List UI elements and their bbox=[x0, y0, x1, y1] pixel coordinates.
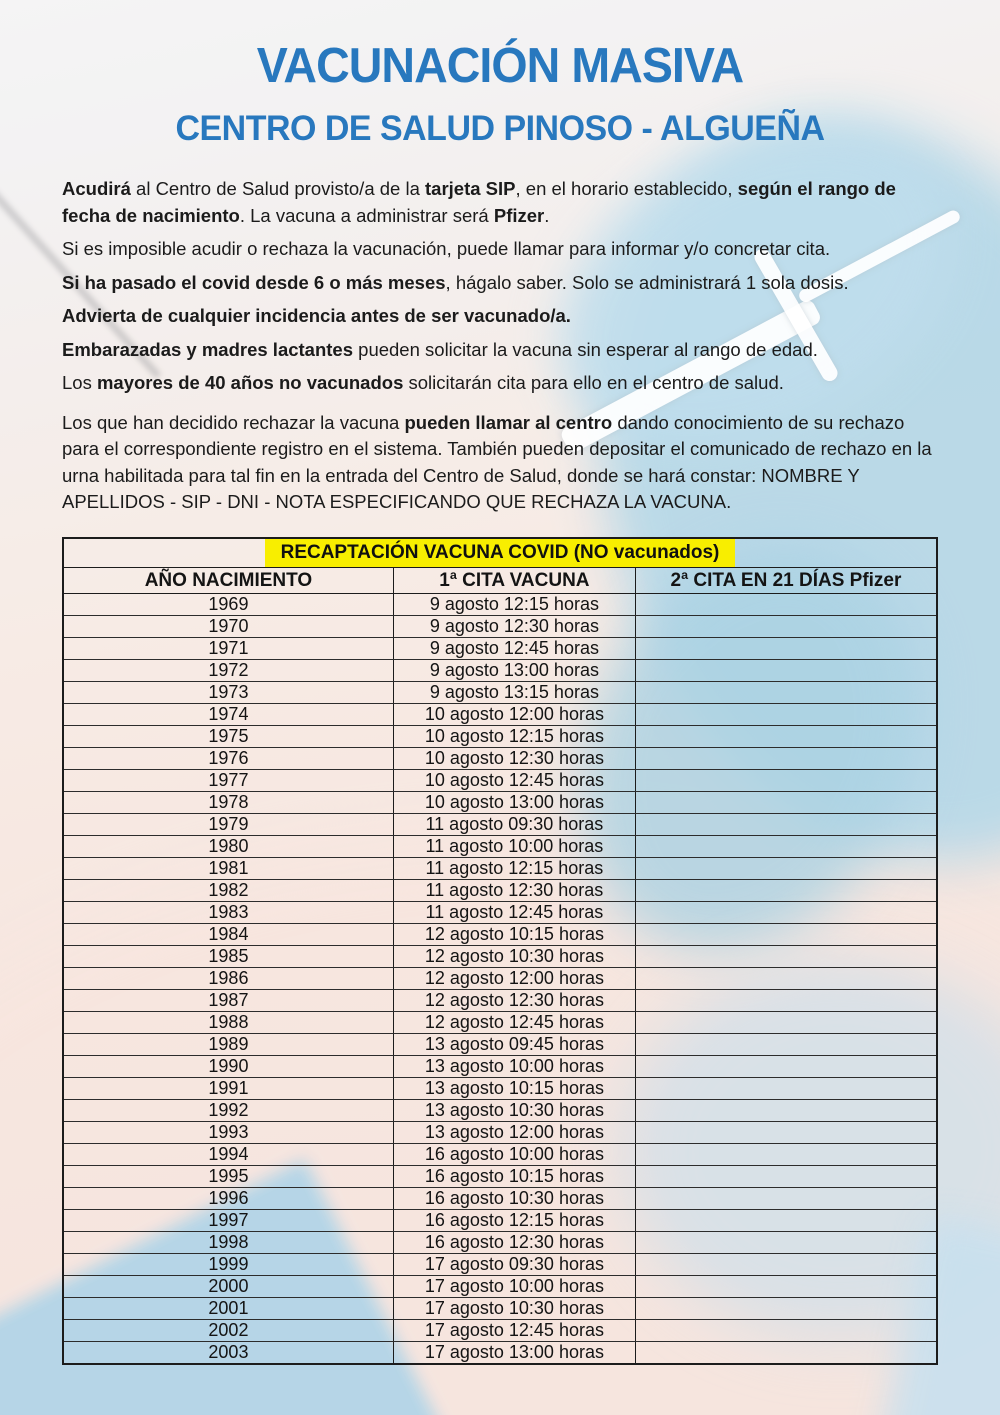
table-row bbox=[63, 1078, 937, 1100]
year-cell: 1982 bbox=[63, 880, 393, 902]
first-appointment-cell: 17 agosto 10:30 horas bbox=[393, 1298, 635, 1320]
second-appointment-cell bbox=[635, 1122, 937, 1144]
paragraph-bold-text: Advierta de cualquier incidencia antes de ser vacunado/a. bbox=[62, 305, 571, 326]
first-appointment-cell: 11 agosto 10:00 horas bbox=[393, 836, 635, 858]
year-cell: 1987 bbox=[63, 990, 393, 1012]
year-cell: 1992 bbox=[63, 1100, 393, 1122]
table-row bbox=[63, 792, 937, 814]
table-row bbox=[63, 682, 937, 704]
year-cell: 1985 bbox=[63, 946, 393, 968]
first-appointment-cell: 12 agosto 12:30 horas bbox=[393, 990, 635, 1012]
table-row bbox=[63, 770, 937, 792]
column-header-1: 1ª CITA VACUNA bbox=[393, 568, 635, 594]
second-appointment-cell bbox=[635, 1254, 937, 1276]
first-appointment-cell: 13 agosto 10:00 horas bbox=[393, 1056, 635, 1078]
year-cell: 2003 bbox=[63, 1342, 393, 1365]
second-appointment-cell bbox=[635, 836, 937, 858]
paragraph-bold-text: según el rango de fecha de nacimiento bbox=[62, 178, 896, 226]
paragraph bbox=[62, 270, 938, 297]
year-cell: 1972 bbox=[63, 660, 393, 682]
second-appointment-cell bbox=[635, 1210, 937, 1232]
year-cell: 1971 bbox=[63, 638, 393, 660]
table-body bbox=[63, 594, 937, 1365]
first-appointment-cell: 12 agosto 12:45 horas bbox=[393, 1012, 635, 1034]
table-row bbox=[63, 726, 937, 748]
second-appointment-cell bbox=[635, 1034, 937, 1056]
first-appointment-cell: 17 agosto 10:00 horas bbox=[393, 1276, 635, 1298]
table-row bbox=[63, 704, 937, 726]
year-cell: 1970 bbox=[63, 616, 393, 638]
first-appointment-cell: 12 agosto 10:30 horas bbox=[393, 946, 635, 968]
table-row bbox=[63, 1056, 937, 1078]
year-cell: 1998 bbox=[63, 1232, 393, 1254]
year-cell: 1988 bbox=[63, 1012, 393, 1034]
year-cell: 1969 bbox=[63, 594, 393, 616]
year-cell: 2001 bbox=[63, 1298, 393, 1320]
paragraph bbox=[62, 370, 938, 397]
first-appointment-cell: 10 agosto 12:30 horas bbox=[393, 748, 635, 770]
first-appointment-cell: 13 agosto 10:30 horas bbox=[393, 1100, 635, 1122]
first-appointment-cell: 11 agosto 12:15 horas bbox=[393, 858, 635, 880]
second-appointment-cell bbox=[635, 880, 937, 902]
paragraph-text: dando conocimiento de su rechazo para el correspondiente registro en el sistema. También pueden depositar el comunicado de rechazo en la urna habilitada para tal fin en la entrada del Centro de Salud, donde se hará constar: NOMBRE Y APELLIDOS - SIP - DNI - NOTA ESPECIFICANDO QUE RECHAZA LA VACUNA. bbox=[62, 411, 932, 512]
paragraph-text: pueden solicitar la vacuna sin esperar al rango de edad. bbox=[353, 338, 818, 360]
table-row bbox=[63, 1342, 937, 1365]
page-title: VACUNACIÓN MASIVA bbox=[256, 39, 744, 93]
first-appointment-cell: 9 agosto 12:45 horas bbox=[393, 638, 635, 660]
paragraph-bold-text: Si ha pasado el covid desde 6 o más meses bbox=[62, 271, 446, 293]
table-row bbox=[63, 902, 937, 924]
paragraph-text: Si es imposible acudir o rechaza la vacunación, puede llamar para informar y/o concretar cita. bbox=[62, 238, 831, 259]
table-row bbox=[63, 638, 937, 660]
paragraph-bold-text: Acudirá bbox=[62, 178, 131, 199]
first-appointment-cell: 16 agosto 12:30 horas bbox=[393, 1232, 635, 1254]
year-cell: 1984 bbox=[63, 924, 393, 946]
year-cell: 2000 bbox=[63, 1276, 393, 1298]
year-cell: 1990 bbox=[63, 1056, 393, 1078]
year-cell: 1989 bbox=[63, 1034, 393, 1056]
table-header-row bbox=[63, 568, 937, 594]
second-appointment-cell bbox=[635, 1144, 937, 1166]
paragraph-bold-text: tarjeta SIP bbox=[425, 178, 516, 199]
first-appointment-cell: 10 agosto 12:45 horas bbox=[393, 770, 635, 792]
second-appointment-cell bbox=[635, 1012, 937, 1034]
second-appointment-cell bbox=[635, 1056, 937, 1078]
second-appointment-cell bbox=[635, 990, 937, 1012]
second-appointment-cell bbox=[635, 1342, 937, 1365]
year-cell: 1980 bbox=[63, 836, 393, 858]
year-cell: 1979 bbox=[63, 814, 393, 836]
second-appointment-cell bbox=[635, 814, 937, 836]
table-row bbox=[63, 924, 937, 946]
second-appointment-cell bbox=[635, 770, 937, 792]
second-appointment-cell bbox=[635, 792, 937, 814]
first-appointment-cell: 16 agosto 12:15 horas bbox=[393, 1210, 635, 1232]
table-row bbox=[63, 836, 937, 858]
paragraph-text: Los bbox=[62, 372, 97, 393]
first-appointment-cell: 13 agosto 10:15 horas bbox=[393, 1078, 635, 1100]
table-row bbox=[63, 1320, 937, 1342]
second-appointment-cell bbox=[635, 726, 937, 748]
column-header-2: 2ª CITA EN 21 DÍAS Pfizer bbox=[635, 568, 937, 594]
second-appointment-cell bbox=[635, 1276, 937, 1298]
year-cell: 1975 bbox=[63, 726, 393, 748]
page-subtitle: CENTRO DE SALUD PINOSO - ALGUEÑA bbox=[175, 109, 825, 148]
second-appointment-cell bbox=[635, 616, 937, 638]
year-cell: 1977 bbox=[63, 770, 393, 792]
table-row bbox=[63, 858, 937, 880]
table-row bbox=[63, 1232, 937, 1254]
table-title-cell bbox=[63, 538, 937, 568]
first-appointment-cell: 17 agosto 13:00 horas bbox=[393, 1342, 635, 1365]
year-cell: 1983 bbox=[63, 902, 393, 924]
second-appointment-cell bbox=[635, 1298, 937, 1320]
paragraph-bold-text: Embarazadas y madres lactantes bbox=[62, 338, 354, 360]
year-cell: 1999 bbox=[63, 1254, 393, 1276]
year-cell: 1981 bbox=[63, 858, 393, 880]
first-appointment-cell: 9 agosto 13:15 horas bbox=[393, 682, 635, 704]
table-row bbox=[63, 748, 937, 770]
table-row bbox=[63, 1276, 937, 1298]
paragraph bbox=[62, 410, 938, 516]
table-row bbox=[63, 946, 937, 968]
paragraph bbox=[62, 236, 938, 263]
table-row bbox=[63, 660, 937, 682]
paragraph bbox=[62, 176, 938, 229]
table-title-highlight: RECAPTACIÓN VACUNA COVID (NO vacunados) bbox=[265, 539, 736, 567]
year-cell: 1994 bbox=[63, 1144, 393, 1166]
second-appointment-cell bbox=[635, 594, 937, 616]
table-row bbox=[63, 1298, 937, 1320]
second-appointment-cell bbox=[635, 660, 937, 682]
second-appointment-cell bbox=[635, 858, 937, 880]
paragraph bbox=[62, 337, 938, 364]
year-cell: 1991 bbox=[63, 1078, 393, 1100]
table-row bbox=[63, 1034, 937, 1056]
column-header-0: AÑO NACIMIENTO bbox=[63, 568, 393, 594]
intro-paragraphs bbox=[62, 176, 938, 516]
table-row bbox=[63, 1012, 937, 1034]
table-row bbox=[63, 1188, 937, 1210]
paragraph-text: , en el horario establecido, bbox=[515, 178, 738, 199]
first-appointment-cell: 10 agosto 12:15 horas bbox=[393, 726, 635, 748]
paragraph bbox=[62, 303, 938, 330]
first-appointment-cell: 16 agosto 10:30 horas bbox=[393, 1188, 635, 1210]
table-row bbox=[63, 990, 937, 1012]
second-appointment-cell bbox=[635, 1078, 937, 1100]
year-cell: 1993 bbox=[63, 1122, 393, 1144]
second-appointment-cell bbox=[635, 968, 937, 990]
table-row bbox=[63, 616, 937, 638]
table-row bbox=[63, 1144, 937, 1166]
table-title-row bbox=[63, 538, 937, 568]
year-cell: 1986 bbox=[63, 968, 393, 990]
first-appointment-cell: 13 agosto 09:45 horas bbox=[393, 1034, 635, 1056]
year-cell: 1974 bbox=[63, 704, 393, 726]
second-appointment-cell bbox=[635, 946, 937, 968]
first-appointment-cell: 9 agosto 12:30 horas bbox=[393, 616, 635, 638]
second-appointment-cell bbox=[635, 1320, 937, 1342]
table-row bbox=[63, 1254, 937, 1276]
year-cell: 1996 bbox=[63, 1188, 393, 1210]
first-appointment-cell: 11 agosto 09:30 horas bbox=[393, 814, 635, 836]
first-appointment-cell: 16 agosto 10:00 horas bbox=[393, 1144, 635, 1166]
first-appointment-cell: 17 agosto 12:45 horas bbox=[393, 1320, 635, 1342]
table-row bbox=[63, 968, 937, 990]
paragraph-text: . La vacuna a administrar será bbox=[239, 204, 494, 226]
second-appointment-cell bbox=[635, 638, 937, 660]
first-appointment-cell: 9 agosto 13:00 horas bbox=[393, 660, 635, 682]
paragraph-text: al Centro de Salud provisto/a de la bbox=[130, 178, 426, 199]
second-appointment-cell bbox=[635, 924, 937, 946]
schedule-table bbox=[62, 537, 938, 1366]
table-row bbox=[63, 1166, 937, 1188]
year-cell: 1995 bbox=[63, 1166, 393, 1188]
paragraph-bold-text: pueden llamar al centro bbox=[404, 411, 613, 433]
first-appointment-cell: 10 agosto 12:00 horas bbox=[393, 704, 635, 726]
year-cell: 1976 bbox=[63, 748, 393, 770]
year-cell: 1997 bbox=[63, 1210, 393, 1232]
second-appointment-cell bbox=[635, 704, 937, 726]
table-row bbox=[63, 1122, 937, 1144]
year-cell: 2002 bbox=[63, 1320, 393, 1342]
paragraph-bold-text: Pfizer bbox=[493, 204, 545, 226]
table-row bbox=[63, 594, 937, 616]
first-appointment-cell: 11 agosto 12:45 horas bbox=[393, 902, 635, 924]
paragraph-text: solicitarán cita para ello en el centro de salud. bbox=[403, 372, 784, 393]
table-row bbox=[63, 1100, 937, 1122]
first-appointment-cell: 12 agosto 10:15 horas bbox=[393, 924, 635, 946]
year-cell: 1978 bbox=[63, 792, 393, 814]
second-appointment-cell bbox=[635, 682, 937, 704]
paragraph-text: Los que han decidido rechazar la vacuna bbox=[62, 411, 405, 433]
paragraph-text: . bbox=[544, 204, 550, 226]
second-appointment-cell bbox=[635, 1232, 937, 1254]
first-appointment-cell: 16 agosto 10:15 horas bbox=[393, 1166, 635, 1188]
second-appointment-cell bbox=[635, 1100, 937, 1122]
paragraph-bold-text: mayores de 40 años no vacunados bbox=[96, 372, 404, 393]
first-appointment-cell: 13 agosto 12:00 horas bbox=[393, 1122, 635, 1144]
first-appointment-cell: 10 agosto 13:00 horas bbox=[393, 792, 635, 814]
table-row bbox=[63, 1210, 937, 1232]
second-appointment-cell bbox=[635, 1166, 937, 1188]
second-appointment-cell bbox=[635, 1188, 937, 1210]
paragraph-text: , hágalo saber. Solo se administrará 1 sola dosis. bbox=[445, 271, 849, 293]
first-appointment-cell: 9 agosto 12:15 horas bbox=[393, 594, 635, 616]
first-appointment-cell: 11 agosto 12:30 horas bbox=[393, 880, 635, 902]
second-appointment-cell bbox=[635, 748, 937, 770]
first-appointment-cell: 12 agosto 12:00 horas bbox=[393, 968, 635, 990]
second-appointment-cell bbox=[635, 902, 937, 924]
year-cell: 1973 bbox=[63, 682, 393, 704]
first-appointment-cell: 17 agosto 09:30 horas bbox=[393, 1254, 635, 1276]
table-row bbox=[63, 880, 937, 902]
table-row bbox=[63, 814, 937, 836]
